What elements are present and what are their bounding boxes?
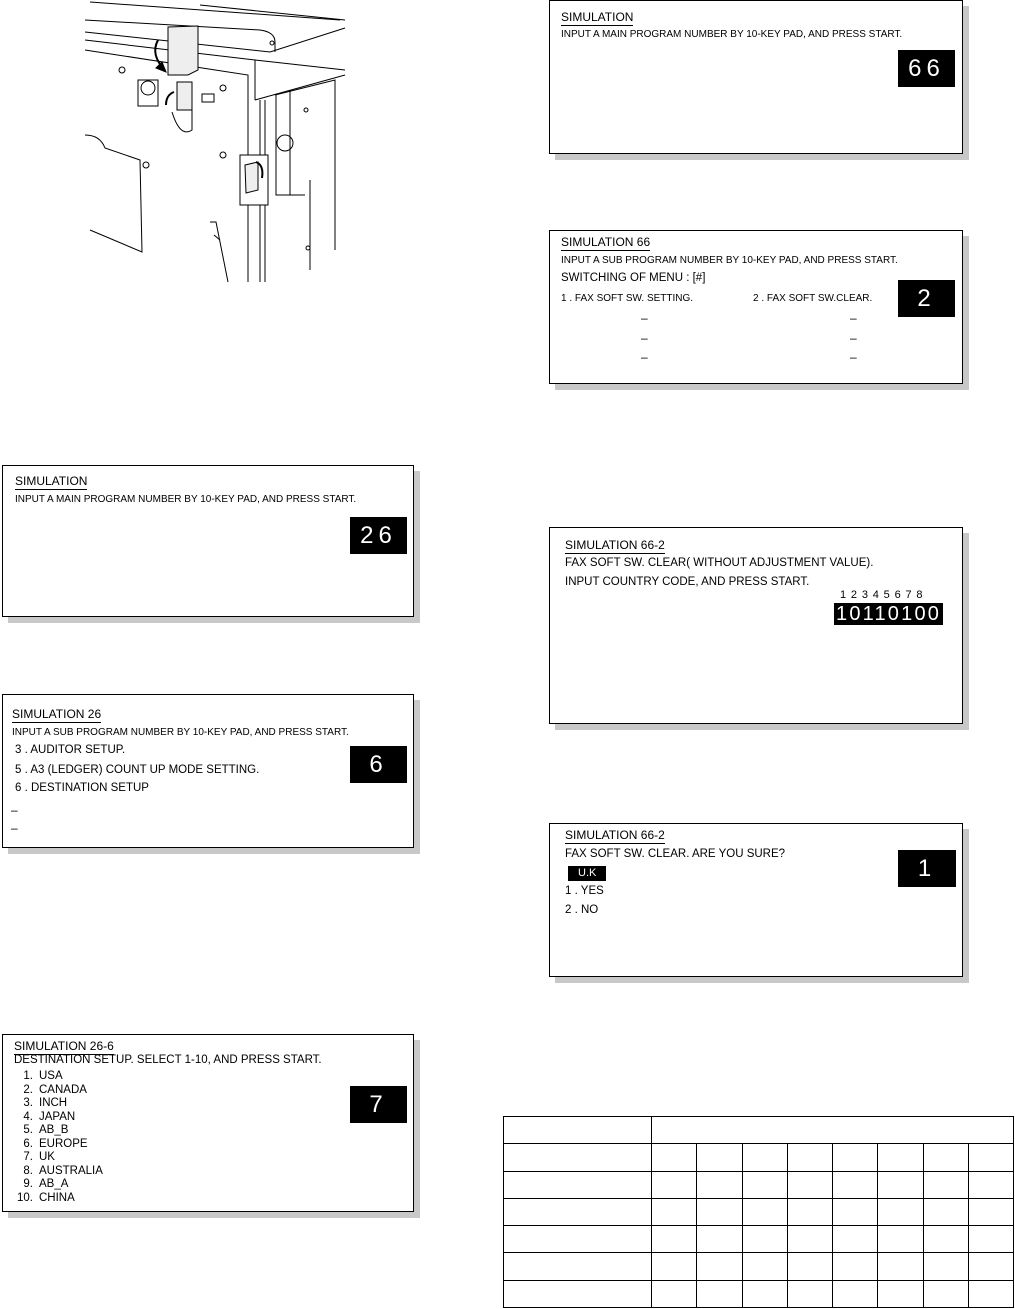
table-cell xyxy=(504,1253,652,1280)
screen-prompt: INPUT A SUB PROGRAM NUMBER BY 10-KEY PAD, AND PRESS START. xyxy=(12,727,349,738)
destination-item[interactable] xyxy=(3,1178,68,1191)
table-cell xyxy=(742,1253,787,1280)
destination-item-number: 7. xyxy=(23,1151,33,1163)
screen-title: SIMULATION xyxy=(15,474,88,488)
table-cell xyxy=(787,1171,832,1198)
destination-item-label: USA xyxy=(39,1070,63,1082)
destination-item[interactable] xyxy=(3,1151,55,1164)
sim-66-2-country-code-screen xyxy=(549,527,963,724)
destination-item-label: CANADA xyxy=(39,1083,87,1096)
destination-item-label: UK xyxy=(39,1151,55,1163)
destination-item[interactable] xyxy=(3,1192,75,1205)
table-cell xyxy=(742,1226,787,1253)
table-cell xyxy=(652,1226,697,1253)
table-cell xyxy=(697,1144,742,1171)
table-cell xyxy=(878,1198,923,1225)
table-cell xyxy=(697,1280,742,1307)
table-cell xyxy=(833,1144,878,1171)
sim-main-26-screen xyxy=(2,465,414,617)
menu-item-destination-setup[interactable]: 6 . DESTINATION SETUP xyxy=(15,782,149,794)
table-cell xyxy=(787,1198,832,1225)
destination-item[interactable] xyxy=(3,1138,88,1151)
table-cell xyxy=(968,1144,1013,1171)
table-cell xyxy=(878,1171,923,1198)
sim-26-6-screen xyxy=(2,1034,414,1212)
empty-slot: – xyxy=(641,350,648,364)
entered-number-display: 1 xyxy=(898,850,956,887)
entered-number-display: 2 xyxy=(898,280,955,317)
table-cell xyxy=(923,1280,968,1307)
table-cell xyxy=(833,1226,878,1253)
screen-title: SIMULATION 26-6 xyxy=(14,1039,114,1053)
screen-title: SIMULATION 66-2 xyxy=(565,538,665,552)
entered-number-display: 6 xyxy=(350,746,407,783)
table-cell xyxy=(878,1253,923,1280)
destination-item-label: CHINA xyxy=(39,1191,75,1204)
confirm-question: FAX SOFT SW. CLEAR. ARE YOU SURE? xyxy=(565,848,786,860)
table-cell xyxy=(697,1171,742,1198)
sim-main-66-screen xyxy=(549,0,963,154)
table-cell xyxy=(833,1253,878,1280)
table-row xyxy=(504,1253,1014,1280)
entered-number-display: 66 xyxy=(898,50,955,87)
table-cell xyxy=(833,1198,878,1225)
country-code-table xyxy=(503,1116,1014,1308)
table-cell xyxy=(652,1198,697,1225)
table-cell xyxy=(652,1144,697,1171)
screen-prompt: INPUT A MAIN PROGRAM NUMBER BY 10-KEY PAD, AND PRESS START. xyxy=(561,29,903,40)
table-cell xyxy=(504,1280,652,1307)
table-cell xyxy=(697,1226,742,1253)
table-cell xyxy=(504,1226,652,1253)
table-cell xyxy=(652,1171,697,1198)
empty-slot: – xyxy=(850,331,857,345)
copier-power-switch-illustration xyxy=(80,0,350,290)
table-cell xyxy=(742,1171,787,1198)
table-cell xyxy=(742,1280,787,1307)
country-code-prompt: INPUT COUNTRY CODE, AND PRESS START. xyxy=(565,576,810,588)
table-cell xyxy=(968,1280,1013,1307)
table-cell xyxy=(968,1171,1013,1198)
destination-item-number: 9. xyxy=(23,1178,33,1190)
destination-item-label: AB_B xyxy=(39,1124,69,1136)
table-cell xyxy=(833,1280,878,1307)
table-cell xyxy=(697,1253,742,1280)
destination-item[interactable] xyxy=(3,1084,87,1097)
destination-item[interactable] xyxy=(3,1111,75,1124)
menu-item-auditor-setup[interactable]: 3 . AUDITOR SETUP. xyxy=(15,744,126,756)
destination-item-number: 4. xyxy=(23,1110,33,1123)
entered-number-display: 7 xyxy=(350,1086,407,1123)
menu-switch-hint: SWITCHING OF MENU : [#] xyxy=(561,272,706,284)
destination-item-label: EUROPE xyxy=(39,1137,88,1150)
table-cell xyxy=(923,1226,968,1253)
destination-item-label: AUSTRALIA xyxy=(39,1164,103,1177)
table-row xyxy=(504,1144,1014,1171)
table-cell xyxy=(787,1226,832,1253)
table-cell xyxy=(787,1280,832,1307)
destination-item[interactable] xyxy=(3,1124,68,1137)
empty-slot: – xyxy=(641,331,648,345)
empty-slot: – xyxy=(850,350,857,364)
table-cell xyxy=(504,1198,652,1225)
table-row xyxy=(504,1226,1014,1253)
destination-item-number: 6. xyxy=(23,1137,33,1150)
table-cell xyxy=(504,1117,652,1144)
screen-title: SIMULATION xyxy=(561,10,634,24)
destination-item[interactable] xyxy=(3,1097,67,1110)
table-row xyxy=(504,1280,1014,1307)
table-cell xyxy=(968,1198,1013,1225)
sim-66-screen xyxy=(549,230,963,384)
table-cell xyxy=(787,1144,832,1171)
table-cell xyxy=(742,1144,787,1171)
table-cell xyxy=(878,1226,923,1253)
empty-slot: – xyxy=(641,311,648,325)
screen-title: SIMULATION 66 xyxy=(561,235,651,249)
table-cell xyxy=(504,1171,652,1198)
empty-slot: – xyxy=(850,311,857,325)
clear-description: FAX SOFT SW. CLEAR( WITHOUT ADJUSTMENT VALUE). xyxy=(565,557,874,569)
destination-item-number: 3. xyxy=(23,1097,33,1109)
table-cell xyxy=(742,1198,787,1225)
table-cell xyxy=(652,1117,1014,1144)
country-code-bits-display: 10110100 xyxy=(836,603,942,625)
destination-item[interactable] xyxy=(3,1070,63,1083)
table-cell xyxy=(652,1253,697,1280)
selected-country-badge: U.K xyxy=(568,866,606,881)
destination-item-number: 2. xyxy=(23,1083,33,1096)
sim-26-screen xyxy=(2,694,414,848)
destination-item-number: 10. xyxy=(17,1191,33,1204)
table-cell xyxy=(833,1171,878,1198)
table-cell xyxy=(923,1253,968,1280)
menu-item-fax-soft-sw-clear[interactable]: 2 . FAX SOFT SW.CLEAR. xyxy=(753,293,873,304)
table-cell xyxy=(652,1280,697,1307)
table-cell xyxy=(878,1144,923,1171)
table-cell xyxy=(697,1198,742,1225)
destination-item-label: AB_A xyxy=(39,1178,69,1190)
bit-position-labels: 12345678 xyxy=(840,589,928,601)
table-cell xyxy=(923,1171,968,1198)
screen-prompt: INPUT A MAIN PROGRAM NUMBER BY 10-KEY PAD, AND PRESS START. xyxy=(15,494,357,505)
option-no[interactable]: 2 . NO xyxy=(565,904,599,916)
destination-item-number: 8. xyxy=(23,1164,33,1177)
sim-66-2-confirm-screen xyxy=(549,823,963,977)
table-cell xyxy=(787,1253,832,1280)
screen-title: SIMULATION 26 xyxy=(12,707,102,721)
option-yes[interactable]: 1 . YES xyxy=(565,885,604,897)
table-cell xyxy=(968,1253,1013,1280)
entered-number-display: 26 xyxy=(350,517,407,554)
destination-item-number: 1. xyxy=(23,1070,33,1082)
destination-item-label: INCH xyxy=(39,1097,68,1109)
table-row xyxy=(504,1198,1014,1225)
table-cell xyxy=(504,1144,652,1171)
destination-item-label: JAPAN xyxy=(39,1110,76,1123)
empty-slot: – xyxy=(11,821,18,835)
table-row xyxy=(504,1171,1014,1198)
menu-item-fax-soft-sw-setting[interactable]: 1 . FAX SOFT SW. SETTING. xyxy=(561,293,694,304)
table-cell xyxy=(923,1144,968,1171)
table-cell xyxy=(878,1280,923,1307)
table-cell xyxy=(968,1226,1013,1253)
screen-prompt: INPUT A SUB PROGRAM NUMBER BY 10-KEY PAD, AND PRESS START. xyxy=(561,255,898,266)
screen-title: SIMULATION 66-2 xyxy=(565,828,665,842)
table-cell xyxy=(923,1198,968,1225)
destination-item[interactable] xyxy=(3,1165,103,1178)
menu-item-a3-count-up[interactable]: 5 . A3 (LEDGER) COUNT UP MODE SETTING. xyxy=(15,764,260,776)
table-header-row xyxy=(504,1117,1014,1144)
destination-item-number: 5. xyxy=(23,1124,33,1136)
empty-slot: – xyxy=(11,803,18,817)
screen-prompt: DESTINATION SETUP. SELECT 1-10, AND PRESS START. xyxy=(14,1054,322,1066)
